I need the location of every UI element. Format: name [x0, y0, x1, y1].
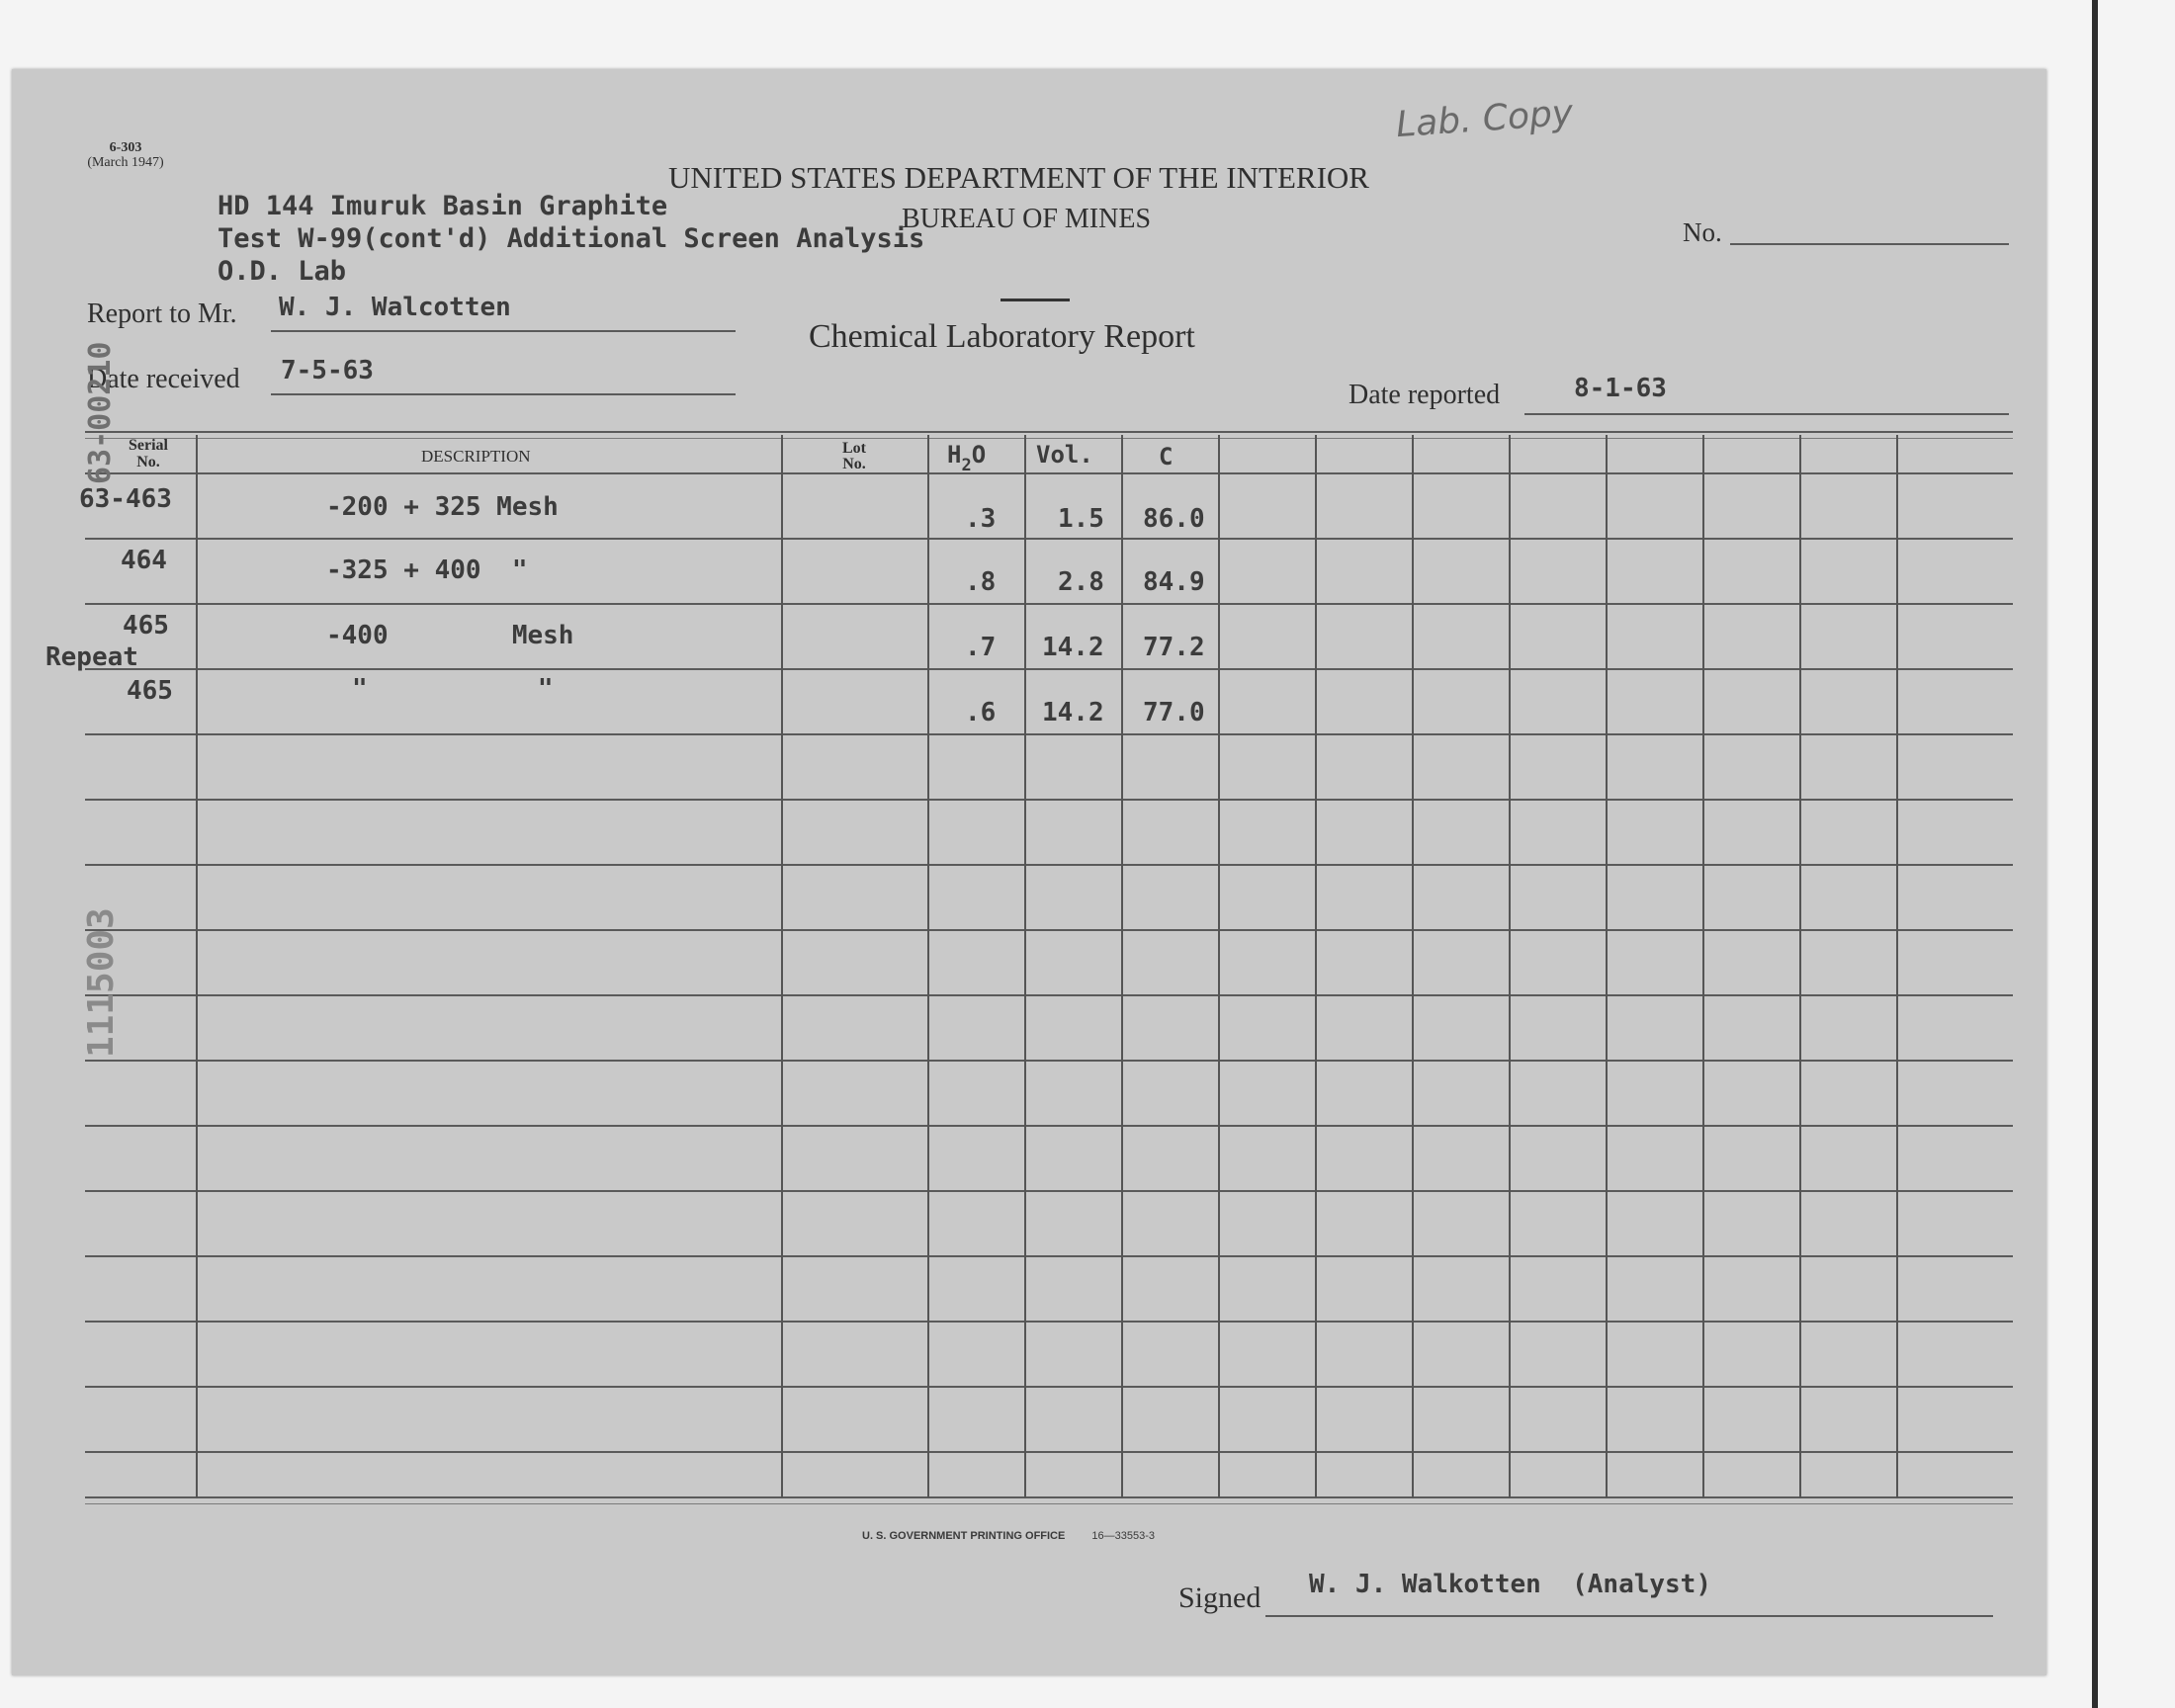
h2o-header-o: O: [971, 441, 987, 469]
margin-stamp-lower: 1115003: [81, 907, 122, 1058]
row-1-serial: 63-463: [79, 484, 172, 514]
row-3-c: 77.2: [1143, 633, 1205, 662]
signed-label: Signed: [1178, 1581, 1262, 1614]
col-divider: [1412, 435, 1414, 1498]
row-4-serial: 465: [127, 676, 173, 706]
row-rule: [85, 1321, 2013, 1323]
date-received-label: Date received: [87, 364, 240, 394]
col-divider: [1315, 435, 1317, 1498]
col-divider: [1024, 435, 1026, 1498]
h2o-header-sub: 2: [961, 456, 972, 475]
lab-copy-annotation: Lab. Copy: [1394, 92, 1575, 146]
row-2-description: -325 + 400 ": [326, 555, 528, 585]
report-title: Chemical Laboratory Report: [809, 318, 1195, 355]
serial-header-line-2: No.: [136, 454, 160, 470]
signed-line: [1265, 1615, 1993, 1617]
row-4-repeat-label: Repeat: [45, 642, 138, 672]
form-number-block: [81, 140, 170, 170]
report-to-label: Report to Mr.: [87, 299, 237, 329]
row-3-vol: 14.2: [1042, 633, 1104, 662]
department-heading: UNITED STATES DEPARTMENT OF THE INTERIOR: [668, 160, 1369, 195]
h2o-header: [947, 441, 987, 475]
description-header: DESCRIPTION: [421, 447, 531, 466]
row-rule: [85, 733, 2013, 735]
date-received-value: 7-5-63: [281, 356, 374, 385]
row-rule: [85, 1386, 2013, 1388]
report-sheet: [12, 69, 2046, 1675]
no-label: No.: [1683, 217, 1722, 247]
row-3-h2o: .7: [965, 633, 997, 662]
col-divider: [1509, 435, 1511, 1498]
form-date: (March 1947): [87, 155, 164, 170]
row-4-c: 77.0: [1143, 698, 1205, 727]
row-2-serial: 464: [121, 546, 167, 575]
printer-code: 16—33553-3: [1091, 1530, 1156, 1542]
col-divider: [927, 435, 929, 1498]
row-1-h2o: .3: [965, 504, 997, 534]
col-divider: [1218, 435, 1220, 1498]
col-divider: [1606, 435, 1608, 1498]
form-number: 6-303: [109, 140, 142, 155]
no-field-line: [1730, 243, 2009, 245]
table-top-rule-inner: [85, 438, 2013, 439]
heading-rule: [1000, 299, 1070, 301]
row-rule: [85, 603, 2013, 605]
col-divider: [1896, 435, 1898, 1498]
report-to-value: W. J. Walcotten: [279, 293, 511, 322]
table-bottom-rule: [85, 1496, 2013, 1498]
row-rule: [85, 929, 2013, 931]
typed-header-line-3: O.D. Lab: [218, 256, 347, 287]
row-rule: [85, 1190, 2013, 1192]
typed-header-line-2: Test W-99(cont'd) Additional Screen Analysis: [218, 223, 925, 254]
printer-office: U. S. GOVERNMENT PRINTING OFFICE: [862, 1530, 1066, 1542]
col-divider: [781, 435, 783, 1498]
printer-line: [862, 1530, 1155, 1542]
serial-header-line-1: Serial: [129, 437, 168, 454]
row-4-description: " ": [352, 674, 554, 704]
date-received-line: [271, 393, 736, 395]
row-4-h2o: .6: [965, 698, 997, 727]
header-bottom-rule: [85, 472, 2013, 474]
signed-value: W. J. Walkotten (Analyst): [1309, 1570, 1711, 1599]
table-bottom-rule-inner: [85, 1503, 2013, 1504]
vol-header: Vol.: [1036, 441, 1093, 469]
typed-header: [218, 190, 924, 288]
col-divider: [196, 435, 198, 1498]
margin-stamp-upper: 63-00210: [83, 341, 118, 484]
row-rule: [85, 994, 2013, 996]
report-to-line: [271, 330, 736, 332]
col-divider: [1121, 435, 1123, 1498]
lot-header-line-1: Lot: [842, 440, 866, 457]
row-2-c: 84.9: [1143, 567, 1205, 597]
row-rule: [85, 668, 2013, 670]
scan-edge: [2092, 0, 2098, 1708]
row-rule: [85, 799, 2013, 801]
lot-no-header: [825, 441, 884, 472]
row-1-vol: 1.5: [1058, 504, 1104, 534]
lot-header-line-2: No.: [842, 456, 866, 472]
bureau-heading: BUREAU OF MINES: [902, 204, 1152, 234]
row-3-description: -400 Mesh: [326, 621, 574, 650]
col-divider: [1799, 435, 1801, 1498]
row-2-h2o: .8: [965, 567, 997, 597]
row-2-vol: 2.8: [1058, 567, 1104, 597]
h2o-header-h: H: [947, 441, 962, 469]
row-4-vol: 14.2: [1042, 698, 1104, 727]
row-rule: [85, 1060, 2013, 1062]
c-header: C: [1159, 443, 1174, 470]
results-table: [45, 407, 2019, 1633]
col-divider: [1702, 435, 1704, 1498]
date-reported-value: 8-1-63: [1574, 374, 1667, 403]
row-rule: [85, 538, 2013, 540]
row-rule: [85, 1255, 2013, 1257]
row-1-c: 86.0: [1143, 504, 1205, 534]
typed-header-line-1: HD 144 Imuruk Basin Graphite: [218, 191, 668, 221]
table-top-rule: [85, 431, 2013, 433]
row-rule: [85, 1451, 2013, 1453]
row-1-description: -200 + 325 Mesh: [326, 492, 559, 522]
row-rule: [85, 864, 2013, 866]
row-3-serial: 465: [123, 611, 169, 640]
row-rule: [85, 1125, 2013, 1127]
date-reported-label: Date reported: [1348, 380, 1501, 410]
